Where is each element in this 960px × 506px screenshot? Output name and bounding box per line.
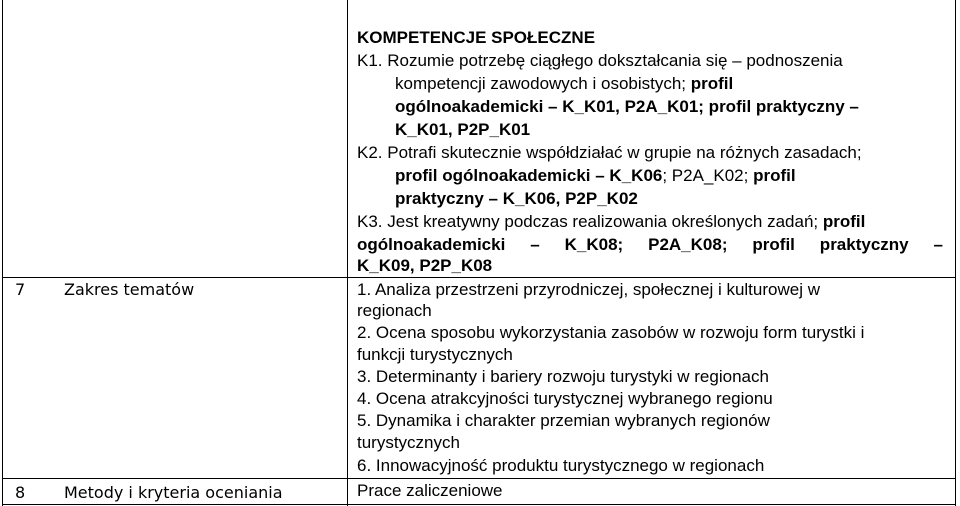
table-column-divider — [347, 0, 348, 506]
k2-line-1: K2. Potrafi skutecznie współdziałać w grupie na różnych zasadach; — [357, 143, 862, 162]
topic-line: 6. Innowacyjność produktu turystycznego w regionach — [357, 456, 765, 475]
k3-line-1-profile: profil — [818, 212, 866, 231]
topic-line: turystycznych — [357, 433, 460, 452]
k2-line-2-b: ; P2A_K02; — [662, 166, 749, 185]
row-8-label: Metody i kryteria oceniania — [64, 483, 283, 502]
topic-line: 4. Ocena atrakcyjności turystycznej wybranego regionu — [357, 389, 773, 408]
topic-line: 5. Dynamika i charakter przemian wybranych regionów — [357, 411, 770, 430]
topic-line: regionach — [357, 301, 432, 320]
k1-line-4: K_K01, P2P_K01 — [395, 120, 531, 139]
row-8-number: 8 — [15, 483, 26, 502]
row-8-value: Prace zaliczeniowe — [357, 481, 503, 500]
table-right-border — [955, 0, 956, 506]
k1-line-2-profile: profil — [686, 74, 734, 93]
k3-line-2: ogólnoakademicki – K_K08; P2A_K08; profil praktyczny – — [357, 235, 943, 254]
k1-line-3: ogólnoakademicki – K_K01, P2A_K01; profil praktyczny – — [395, 97, 859, 116]
k1-line-2-text: kompetencji zawodowych i osobistych; — [395, 74, 687, 93]
topic-line: 3. Determinanty i bariery rozwoju turystyki w regionach — [357, 367, 769, 386]
row-7-label: Zakres tematów — [64, 280, 195, 299]
topic-line: 2. Ocena sposobu wykorzystania zasobów w rozwoju form turystki i — [357, 323, 865, 342]
k1-line-2 — [395, 73, 733, 94]
k3-line-1-text: K3. Jest kreatywny podczas realizowania określonych zadań; — [357, 212, 819, 231]
table-left-border — [2, 0, 3, 506]
row-divider-8-bottom — [2, 504, 956, 505]
k2-line-2-a: profil ogólnoakademicki – K_K06 — [395, 166, 663, 185]
row-divider-8 — [2, 478, 956, 479]
k2-line-2-c: profil — [748, 166, 796, 185]
k3-line-3: K_K09, P2P_K08 — [357, 256, 493, 275]
topic-line: funkcji turystycznych — [357, 345, 513, 364]
row-7-number: 7 — [15, 280, 26, 299]
k3-line-1 — [357, 211, 865, 232]
row-divider-7 — [2, 277, 956, 278]
k2-line-2 — [395, 165, 796, 186]
k2-line-3: praktyczny – K_K06, P2P_K02 — [395, 189, 638, 208]
k1-line-1: K1. Rozumie potrzebę ciągłego dokształcania się – podnoszenia — [357, 51, 843, 70]
topic-line: 1. Analiza przestrzeni przyrodniczej, społecznej i kulturowej w — [357, 280, 820, 299]
competences-heading: KOMPETENCJE SPOŁECZNE — [357, 28, 596, 47]
